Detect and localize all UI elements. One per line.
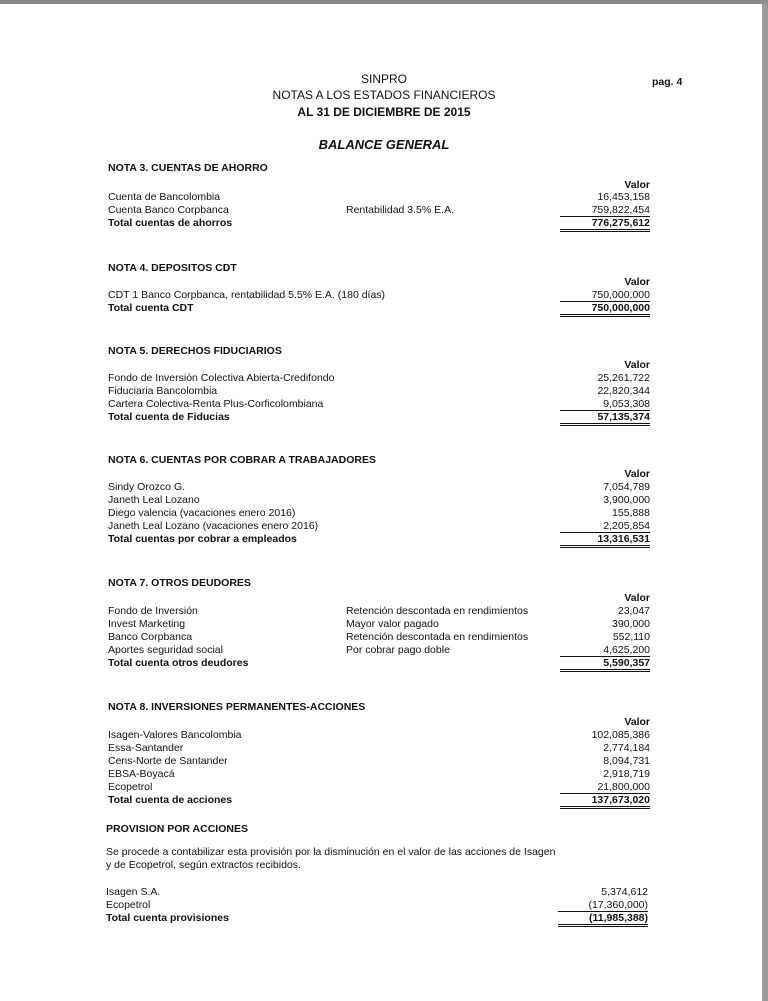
nota7-row-value: 552,110 (612, 631, 650, 643)
nota3-total-value: 776,275,612 (560, 217, 650, 232)
nota8-total-label: Total cuenta de acciones (108, 794, 233, 806)
company-name: SINPRO (360, 72, 407, 86)
nota8-row-value: 21,800,000 (560, 781, 650, 794)
nota7-row-value: 390,000 (612, 618, 650, 630)
nota3-row-note: Rentabilidad 3.5% E.A. (346, 204, 454, 216)
nota5-row-value: 9,053,308 (560, 398, 650, 411)
nota4-row-value: 750,000,000 (560, 289, 650, 302)
nota6-row-label: Sindy Orozco G. (108, 481, 186, 493)
nota8-row-label: Isagen-Valores Bancolombia (108, 729, 242, 741)
nota6-row-value: 155,888 (612, 507, 650, 519)
provision-row-label: Ecopetrol (106, 899, 151, 911)
page-edge (762, 4, 768, 1001)
nota8-row-label: Ecopetrol (108, 781, 153, 793)
nota3-title: NOTA 3. CUENTAS DE AHORRO (108, 162, 268, 174)
nota8-row-value: 2,774,184 (603, 742, 650, 754)
nota6-title: NOTA 6. CUENTAS POR COBRAR A TRABAJADORES (108, 454, 376, 466)
provision-total-label: Total cuenta provisiones (106, 912, 229, 924)
nota7-row-note: Mayor valor pagado (346, 618, 439, 630)
nota6-row-label: Janeth Leal Lozano (108, 494, 200, 506)
provision-total-value: (11,985,388) (558, 912, 648, 927)
nota8-row-label: EBSA-Boyacá (108, 768, 175, 780)
nota7-row-value: 23,047 (617, 605, 650, 617)
nota7-row-label: Banco Corpbanca (108, 631, 193, 643)
nota3-value-header: Valor (624, 179, 650, 191)
nota7-row-label: Invest Marketing (108, 618, 186, 630)
nota3-row-value: 16,453,158 (597, 191, 650, 203)
nota5-value-header: Valor (624, 359, 650, 371)
nota3-row-value: 759,822,454 (560, 204, 650, 217)
provision-text-line2: y de Ecopetrol, según extractos recibidos. (106, 859, 301, 871)
nota5-row-label: Fondo de Inversión Colectiva Abierta-Credifondo (108, 372, 335, 384)
nota7-value-header: Valor (624, 592, 650, 604)
nota7-total-value: 5,590,357 (560, 657, 650, 672)
nota5-total-label: Total cuenta de Fiducias (108, 411, 230, 423)
nota7-row-label: Aportes seguridad social (108, 644, 223, 656)
nota3-row-label: Cuenta de Bancolombia (108, 191, 221, 203)
nota4-title: NOTA 4. DEPOSITOS CDT (108, 262, 237, 274)
nota5-row-label: Fiduciaria Bancolombia (108, 385, 218, 397)
provision-row-value: (17,360,000) (558, 899, 648, 912)
provision-text-line1: Se procede a contabilizar esta provisión por la disminución en el valor de las acciones de Isagen (106, 846, 556, 858)
nota8-row-label: Cens-Norte de Santander (108, 755, 228, 767)
nota8-title: NOTA 8. INVERSIONES PERMANENTES-ACCIONES (108, 701, 366, 713)
report-subtitle: NOTAS A LOS ESTADOS FINANCIEROS (272, 88, 496, 102)
provision-row-value: 5,374,612 (601, 886, 648, 898)
nota7-total-label: Total cuenta otros deudores (108, 657, 249, 669)
nota5-row-value: 22,820,344 (597, 385, 650, 397)
nota7-row-note: Retención descontada en rendimientos (346, 631, 529, 643)
nota6-total-value: 13,316,531 (560, 533, 650, 548)
nota7-row-note: Por cobrar pago doble (346, 644, 450, 656)
nota4-total-label: Total cuenta CDT (108, 302, 194, 314)
nota4-value-header: Valor (624, 276, 650, 288)
nota8-value-header: Valor (624, 716, 650, 728)
nota7-title: NOTA 7. OTROS DEUDORES (108, 577, 251, 589)
report-date: AL 31 DE DICIEMBRE DE 2015 (297, 105, 471, 119)
nota7-row-value: 4,625,200 (560, 644, 650, 657)
nota7-row-label: Fondo de Inversión (108, 605, 198, 617)
nota5-title: NOTA 5. DERECHOS FIDUCIARIOS (108, 345, 282, 357)
nota6-row-value: 2,205,854 (560, 520, 650, 533)
nota8-row-value: 102,085,386 (591, 729, 650, 741)
nota4-row-label: CDT 1 Banco Corpbanca, rentabilidad 5.5% E.A. (180 días) (108, 289, 386, 301)
nota6-value-header: Valor (624, 468, 650, 480)
provision-title: PROVISION POR ACCIONES (106, 823, 248, 835)
nota8-row-label: Essa-Santander (108, 742, 184, 754)
nota5-row-label: Cartera Colectiva-Renta Plus-Corficolombiana (108, 398, 324, 410)
section-title: BALANCE GENERAL (318, 137, 450, 152)
nota5-total-value: 57,135,374 (560, 411, 650, 426)
nota6-row-label: Diego valencia (vacaciones enero 2016) (108, 507, 296, 519)
nota8-row-value: 2,918,719 (603, 768, 650, 780)
nota4-total-value: 750,000,000 (560, 302, 650, 317)
nota8-total-value: 137,673,020 (560, 794, 650, 809)
nota3-row-label: Cuenta Banco Corpbanca (108, 204, 229, 216)
nota3-total-label: Total cuentas de ahorros (108, 217, 233, 229)
nota8-row-value: 8,094,731 (603, 755, 650, 767)
nota7-row-note: Retención descontada en rendimientos (346, 605, 529, 617)
provision-row-label: Isagen S.A. (106, 886, 161, 898)
nota6-total-label: Total cuentas por cobrar a empleados (108, 533, 297, 545)
page-number: pag. 4 (652, 76, 683, 88)
nota6-row-value: 3,900,000 (603, 494, 650, 506)
nota6-row-value: 7,054,789 (603, 481, 650, 493)
nota6-row-label: Janeth Leal Lozano (vacaciones enero 2016) (108, 520, 319, 532)
nota5-row-value: 25,261,722 (597, 372, 650, 384)
